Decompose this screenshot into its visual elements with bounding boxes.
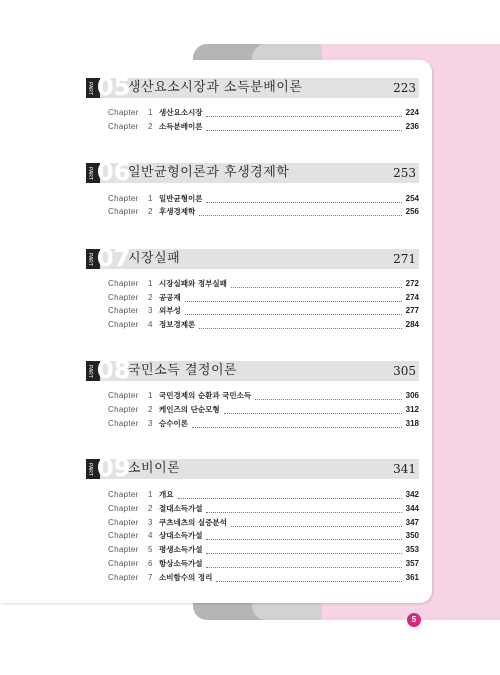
leader-dots	[255, 393, 401, 400]
chapter-title: 국민경제의 순환과 국민소득	[159, 391, 252, 400]
leader-dots	[206, 561, 401, 568]
leader-dots	[206, 506, 401, 513]
chapter-title: 생산요소시장	[159, 108, 203, 117]
chapter-title: 후생경제학	[159, 207, 196, 216]
chapter-entry[interactable]	[108, 517, 419, 529]
part-badge: PART	[86, 78, 100, 98]
part-number: 08	[97, 356, 131, 384]
chapter-page: 284	[405, 320, 419, 329]
part-page: 305	[393, 364, 416, 378]
chapter-entry[interactable]	[108, 107, 419, 119]
chapter-word: Chapter	[108, 122, 139, 131]
leader-dots	[231, 281, 402, 288]
chapter-page: 277	[405, 306, 419, 315]
chapter-page: 318	[405, 419, 419, 428]
part-title: 생산요소시장과 소득분배이론	[128, 80, 303, 95]
chapter-title: 외부성	[159, 306, 181, 315]
leader-dots	[216, 575, 401, 582]
chapter-number: 1	[148, 391, 153, 400]
chapter-word: Chapter	[108, 490, 139, 499]
chapter-page: 274	[405, 293, 419, 302]
leader-dots	[231, 520, 402, 527]
part-header[interactable]	[86, 356, 419, 384]
chapter-title: 정보경제론	[159, 320, 196, 329]
chapter-word: Chapter	[108, 419, 139, 428]
chapter-entry[interactable]	[108, 206, 419, 218]
part-number: 06	[97, 158, 131, 186]
background-pink-panel	[420, 44, 500, 619]
chapter-title: 시장실패와 정부실패	[159, 279, 227, 288]
part-page: 271	[393, 252, 416, 266]
chapter-word: Chapter	[108, 504, 139, 513]
chapter-page: 256	[405, 207, 419, 216]
chapter-entry[interactable]	[108, 278, 419, 290]
part-number: 09	[97, 454, 131, 482]
chapter-number: 5	[148, 545, 153, 554]
chapter-number: 2	[148, 405, 153, 414]
chapter-word: Chapter	[108, 405, 139, 414]
chapter-entry[interactable]	[108, 319, 419, 331]
chapter-page: 254	[405, 194, 419, 203]
chapter-word: Chapter	[108, 279, 139, 288]
chapter-word: Chapter	[108, 559, 139, 568]
chapter-page: 344	[405, 504, 419, 513]
part-badge: PART	[86, 249, 100, 269]
chapter-number: 1	[148, 490, 153, 499]
chapter-word: Chapter	[108, 320, 139, 329]
chapter-page: 357	[405, 559, 419, 568]
chapter-title: 승수이론	[159, 419, 188, 428]
part-header[interactable]	[86, 158, 419, 186]
part-page: 341	[393, 462, 416, 476]
part-number: 07	[97, 244, 131, 272]
part-badge: PART	[86, 361, 100, 381]
chapter-page: 224	[405, 108, 419, 117]
chapter-title: 개요	[159, 490, 174, 499]
chapter-word: Chapter	[108, 531, 139, 540]
chapter-page: 236	[405, 122, 419, 131]
leader-dots	[206, 547, 401, 554]
chapter-number: 1	[148, 194, 153, 203]
chapter-page: 306	[405, 391, 419, 400]
chapter-entry[interactable]	[108, 572, 419, 584]
part-badge: PART	[86, 459, 100, 479]
chapter-entry[interactable]	[108, 489, 419, 501]
part-page: 253	[393, 166, 416, 180]
chapter-number: 1	[148, 279, 153, 288]
chapter-entry[interactable]	[108, 193, 419, 205]
chapter-entry[interactable]	[108, 305, 419, 317]
chapter-entry[interactable]	[108, 404, 419, 416]
chapter-title: 상대소득가설	[159, 531, 203, 540]
chapter-entry[interactable]	[108, 121, 419, 133]
chapter-word: Chapter	[108, 108, 139, 117]
chapter-number: 4	[148, 531, 153, 540]
leader-dots	[192, 421, 402, 428]
chapter-page: 353	[405, 545, 419, 554]
chapter-title: 항상소득가설	[159, 559, 203, 568]
leader-dots	[206, 196, 401, 203]
chapter-page: 361	[405, 573, 419, 582]
chapter-number: 4	[148, 320, 153, 329]
chapter-word: Chapter	[108, 207, 139, 216]
chapter-title: 공공재	[159, 293, 181, 302]
chapter-word: Chapter	[108, 545, 139, 554]
chapter-number: 7	[148, 573, 153, 582]
part-number: 05	[97, 73, 131, 101]
chapter-page: 272	[405, 279, 419, 288]
chapter-title: 소득분배이론	[159, 122, 203, 131]
chapter-title: 평생소득가설	[159, 545, 203, 554]
chapter-number: 1	[148, 108, 153, 117]
chapter-number: 3	[148, 306, 153, 315]
part-title: 국민소득 결정이론	[128, 363, 238, 378]
part-header[interactable]	[86, 244, 419, 272]
chapter-page: 347	[405, 518, 419, 527]
chapter-number: 6	[148, 559, 153, 568]
chapter-title: 쿠츠네츠의 실증분석	[159, 518, 227, 527]
part-page: 223	[393, 81, 416, 95]
part-title: 소비이론	[128, 461, 181, 476]
chapter-word: Chapter	[108, 194, 139, 203]
part-title: 시장실패	[128, 251, 181, 266]
leader-dots	[206, 533, 401, 540]
leader-dots	[206, 124, 401, 131]
leader-dots	[178, 492, 402, 499]
chapter-number: 3	[148, 518, 153, 527]
chapter-word: Chapter	[108, 518, 139, 527]
chapter-number: 2	[148, 207, 153, 216]
chapter-entry[interactable]	[108, 292, 419, 304]
leader-dots	[199, 209, 401, 216]
chapter-number: 2	[148, 293, 153, 302]
leader-dots	[206, 110, 401, 117]
chapter-entry[interactable]	[108, 530, 419, 542]
chapter-page: 312	[405, 405, 419, 414]
chapter-entry[interactable]	[108, 418, 419, 430]
leader-dots	[185, 308, 402, 315]
leader-dots	[224, 407, 402, 414]
chapter-page: 342	[405, 490, 419, 499]
chapter-number: 2	[148, 504, 153, 513]
chapter-word: Chapter	[108, 293, 139, 302]
chapter-title: 케인즈의 단순모형	[159, 405, 220, 414]
chapter-number: 2	[148, 122, 153, 131]
chapter-title: 일반균형이론	[159, 194, 203, 203]
part-header[interactable]	[86, 454, 419, 482]
chapter-entry[interactable]	[108, 544, 419, 556]
chapter-entry[interactable]	[108, 503, 419, 515]
chapter-page: 350	[405, 531, 419, 540]
chapter-number: 3	[148, 419, 153, 428]
part-title: 일반균형이론과 후생경제학	[128, 165, 290, 180]
chapter-word: Chapter	[108, 573, 139, 582]
chapter-title: 소비함수의 정리	[159, 573, 213, 582]
part-header[interactable]	[86, 73, 419, 101]
chapter-word: Chapter	[108, 306, 139, 315]
chapter-word: Chapter	[108, 391, 139, 400]
page-number-badge: 5	[407, 613, 421, 627]
leader-dots	[185, 295, 402, 302]
part-badge: PART	[86, 163, 100, 183]
leader-dots	[199, 322, 401, 329]
chapter-entry[interactable]	[108, 558, 419, 570]
chapter-title: 절대소득가설	[159, 504, 203, 513]
chapter-entry[interactable]	[108, 390, 419, 402]
